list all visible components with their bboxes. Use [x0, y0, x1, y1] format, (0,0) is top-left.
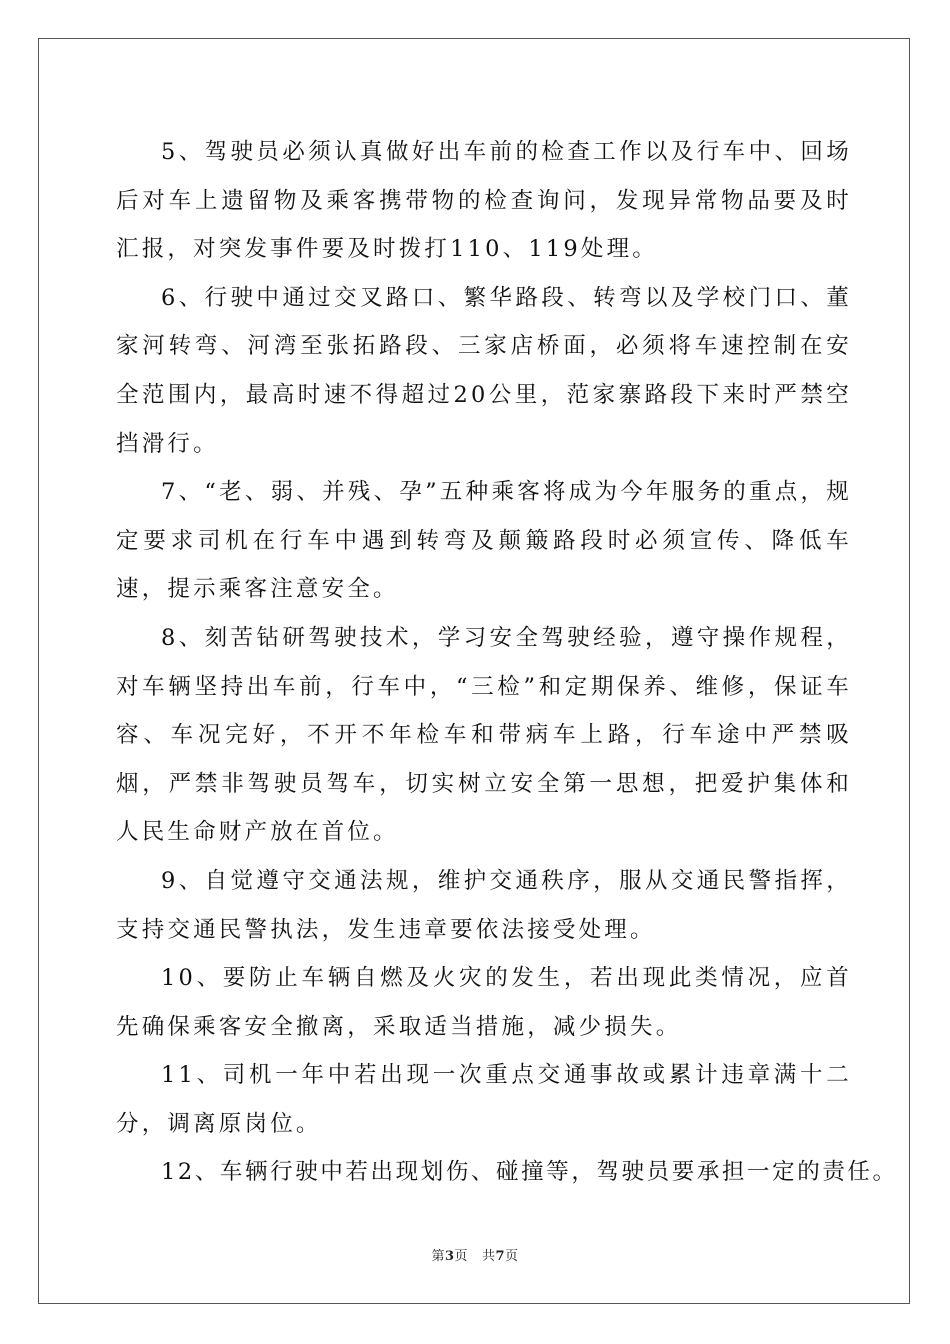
footer-page-suffix: 页 [454, 1249, 469, 1264]
paragraph-9: 9、自觉遵守交通法规，维护交通秩序，服从交通民警指挥，支持交通民警执法，发生违章要依法接受处理。 [116, 867, 852, 943]
paragraph-11: 11、司机一年中若出现一次重点交通事故或累计违章满十二分，调离原岗位。 [116, 1062, 852, 1137]
paragraph-7: 7、“老、弱、并残、孕”五种乘客将成为今年服务的重点，规定要求司机在行车中遇到转弯及颠簸路段时必须宣传、降低车速，提示乘客注意安全。 [116, 479, 852, 603]
paragraph-12: 12、车辆行驶中若出现划伤、碰撞等，驾驶员要承担一定的责任。 [161, 1159, 898, 1186]
footer-total-suffix: 页 [505, 1249, 519, 1264]
footer-page-prefix: 第 [431, 1249, 445, 1264]
page-footer [0, 1245, 950, 1264]
footer-total-prefix: 共 [481, 1249, 496, 1264]
paragraph-8: 8、刻苦钻研驾驶技术，学习安全驾驶经验，遵守操作规程，对车辆坚持出车前，行车中，“三检”和定期保养、维修，保证车容、车况完好，不开不年检车和带病车上路，行车途中严禁吸烟，严禁非驾驶员驾车，切实树立安全第一思想，把爱护集体和人民生命财产放在首位。 [116, 624, 852, 846]
paragraph-10: 10、要防止车辆自燃及火灾的发生，若出现此类情况，应首先确保乘客安全撤离，采取适当措施，减少损失。 [116, 965, 852, 1040]
paragraph-6: 6、行驶中通过交叉路口、繁华路段、转弯以及学校门口、董家河转弯、河湾至张拓路段、三家店桥面，必须将车速控制在安全范围内，最高时速不得超过20公里，范家寨路段下来时严禁空挡滑行。 [116, 284, 852, 457]
paragraph-5: 5、驾驶员必须认真做好出车前的检查工作以及行车中、回场后对车上遗留物及乘客携带物的检查询问，发现异常物品要及时汇报，对突发事件要及时拨打110、119处理。 [116, 139, 852, 263]
document-body [116, 128, 898, 1197]
footer-total-number: 7 [495, 1249, 506, 1264]
footer-page-number: 3 [444, 1249, 455, 1264]
